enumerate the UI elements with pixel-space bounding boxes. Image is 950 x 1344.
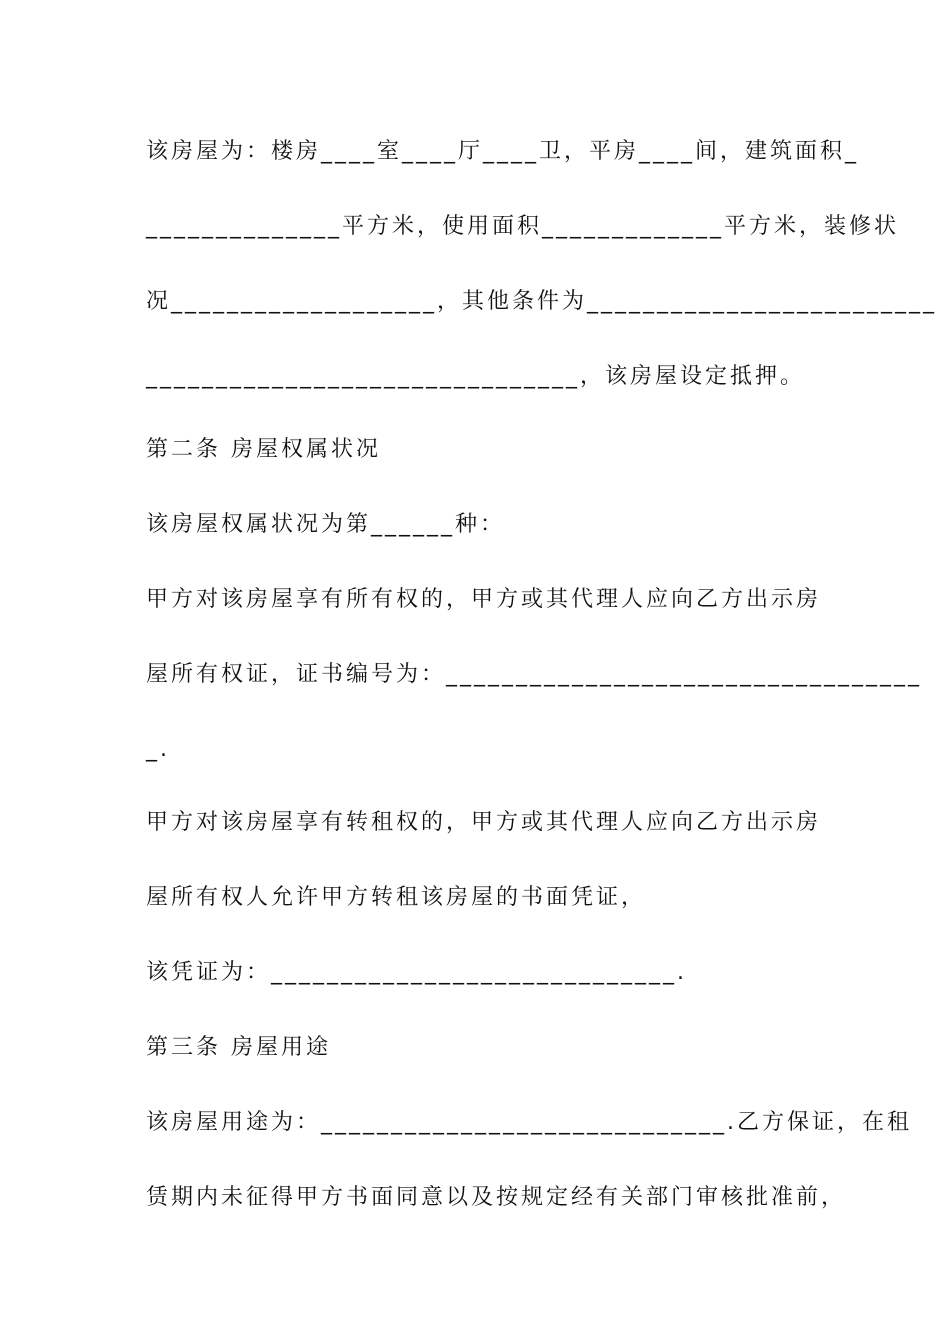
section-heading: 第三条 房屋用途 <box>146 1035 331 1060</box>
section-heading: 第二条 房屋权属状况 <box>146 437 381 462</box>
paragraph-line: 该房屋用途为：_____________________________.乙方保证，在租 <box>146 1110 912 1135</box>
paragraph-line: 该房屋权属状况为第______种： <box>146 512 506 537</box>
paragraph-line: 甲方对该房屋享有转租权的，甲方或其代理人应向乙方出示房 <box>146 810 822 835</box>
paragraph-line: 甲方对该房屋享有所有权的，甲方或其代理人应向乙方出示房 <box>146 587 822 612</box>
paragraph-line: _______________________________，该房屋设定抵押。 <box>146 364 806 389</box>
paragraph-line: 赁期内未征得甲方书面同意以及按规定经有关部门审核批准前， <box>146 1185 847 1210</box>
paragraph-line: _. <box>146 737 170 762</box>
paragraph-line: 况___________________，其他条件为_________________________ <box>146 289 938 314</box>
paragraph-line: 屋所有权人允许甲方转租该房屋的书面凭证， <box>146 885 647 910</box>
paragraph-line: 屋所有权证，证书编号为：__________________________________ <box>146 662 923 687</box>
paragraph-line: ______________平方米，使用面积_____________平方米，装修状 <box>146 214 900 239</box>
paragraph-line: 该房屋为：楼房____室____厅____卫，平房____间，建筑面积_ <box>146 139 860 164</box>
paragraph-line: 该凭证为：_____________________________. <box>146 960 687 985</box>
